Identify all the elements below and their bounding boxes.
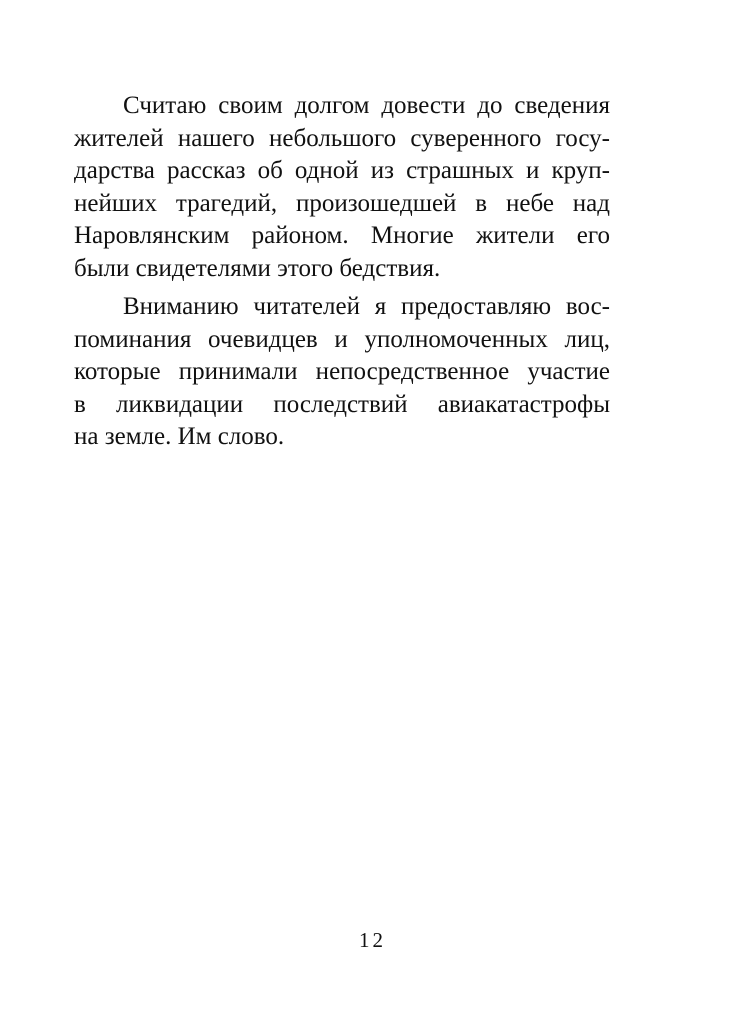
text-line: Считаю своим долгом довести до сведения [123,92,610,119]
text-line: дарства рассказ об одной из страшных и круп- [74,157,610,184]
text-line: поминания очевидцев и уполномоченных лиц, [74,325,610,353]
paragraph-2 [74,291,610,454]
text-line: которые принимали непосредственное участие [74,358,610,385]
text-line: жителей нашего небольшого суверенного госу- [74,124,610,152]
text-line: нейших трагедий, произошедшей в небе над [74,189,610,217]
text-line: на земле. Им слово. [74,423,285,450]
text-line: в ликвидации последствий авиакатастрофы [74,390,610,418]
page-number: 12 [359,928,386,952]
text-line: были свидетелями этого бедствия. [74,254,441,282]
paragraph-1 [74,90,610,285]
text-line: Вниманию читателей я предоставляю вос- [123,293,610,320]
body-text [74,90,610,454]
text-line: Наровлянским районом. Многие жители его [74,222,610,249]
